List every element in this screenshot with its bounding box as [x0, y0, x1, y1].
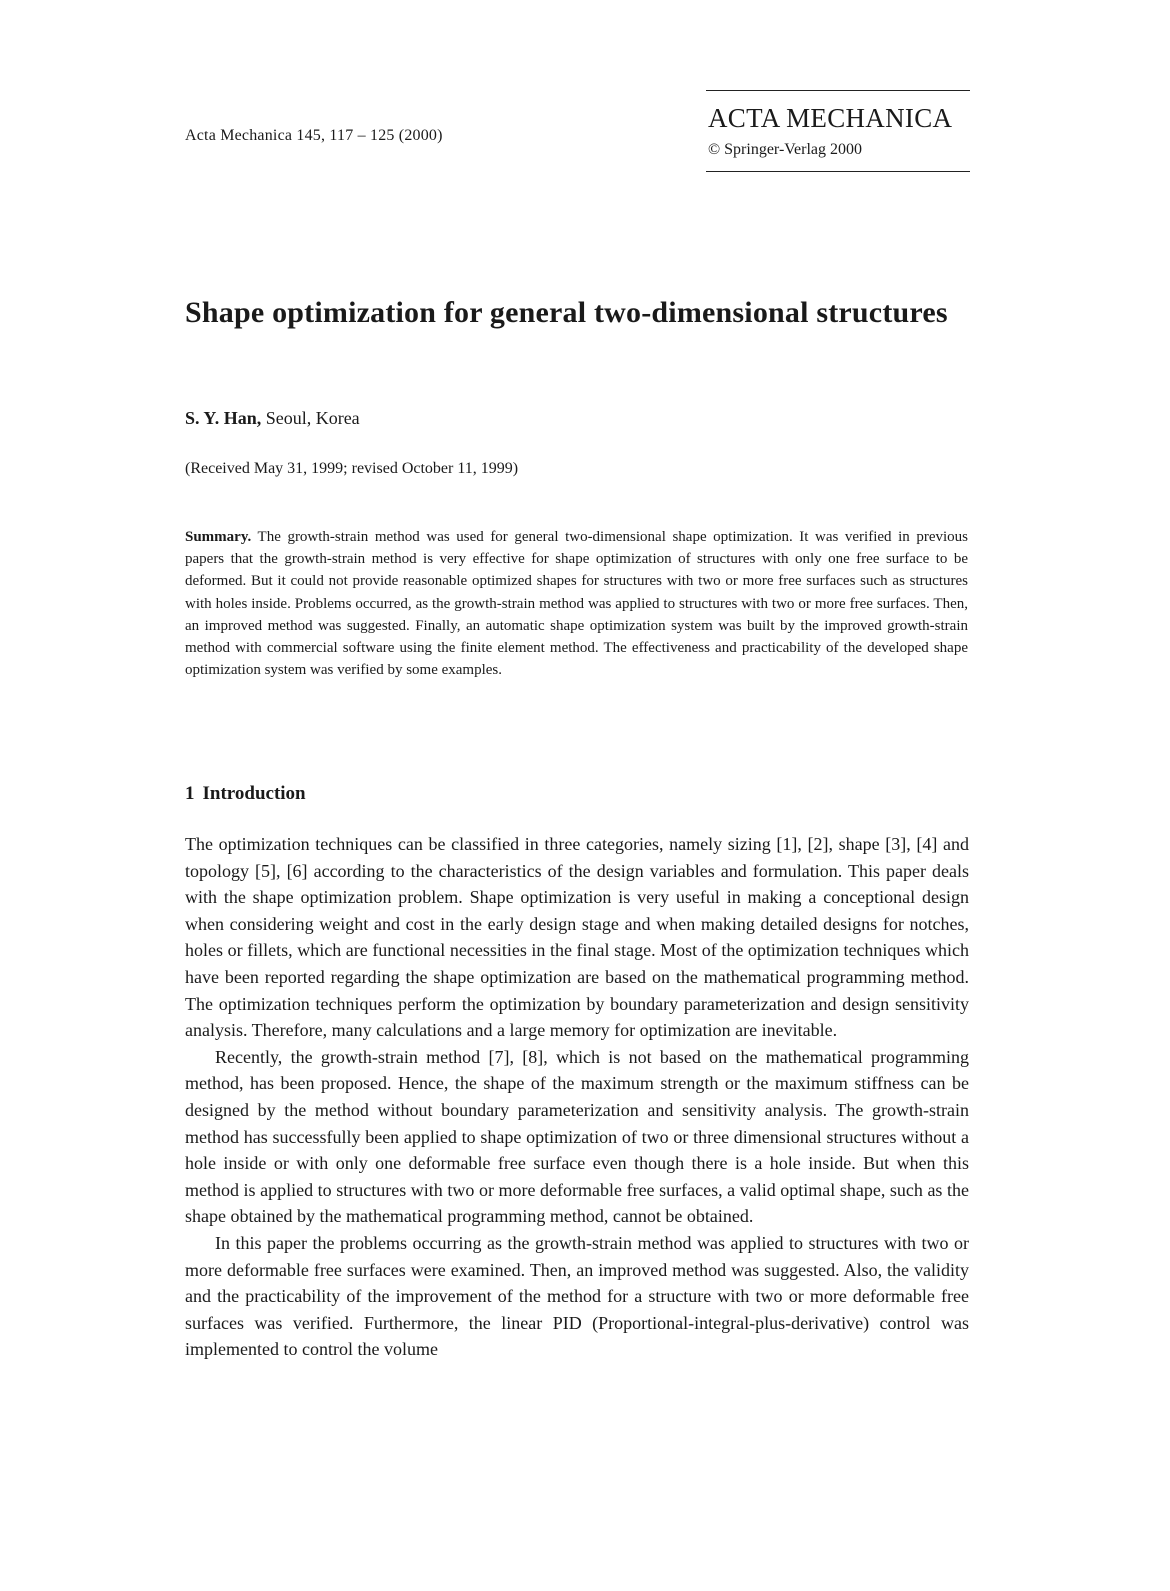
- author-affiliation: Seoul, Korea: [261, 408, 360, 428]
- abstract-label: Summary.: [185, 529, 252, 545]
- abstract-text: The growth-strain method was used for general two-dimensional shape optimization. It was verified in previous papers that the growth-strain method is very effective for shape optimization of structures with only one free surface to be deformed. But it could not provide reasonable optimized shapes for structures with two or more free surfaces such as structures with holes inside. Problems occurred, as the growth-strain method was applied to structures with two or more free surfaces. Then, an improved method was suggested. Finally, an automatic shape optimization system was built by the improved growth-strain method with commercial software using the finite element method. The effectiveness and practicability of the developed shape optimization system was verified by some examples.: [185, 529, 968, 679]
- journal-masthead: [706, 90, 970, 172]
- body-paragraph: In this paper the problems occurring as the growth-strain method was applied to structures with two or more deformable free surfaces were examined. Then, an improved method was suggested. Also, the validity and the practicability of the improvement of the method for a structure with two or more deformable free surfaces was verified. Furthermore, the linear PID (Proportional-integral-plus-derivative) control was implemented to control the volume: [185, 1232, 969, 1360]
- abstract: [185, 526, 968, 681]
- section-body: [185, 831, 969, 1363]
- journal-name: ACTA MECHANICA: [708, 103, 953, 133]
- masthead-top-rule: [706, 90, 970, 91]
- journal-citation: Acta Mechanica 145, 117 – 125 (2000): [185, 127, 443, 144]
- section-title: Introduction: [202, 783, 306, 804]
- masthead-bottom-rule: [706, 171, 970, 172]
- section-heading: [185, 783, 306, 805]
- section-number: 1: [185, 783, 195, 804]
- publisher-copyright: © Springer-Verlag 2000: [708, 141, 863, 158]
- author-line: [185, 408, 360, 429]
- body-paragraph: Recently, the growth-strain method [7], [8], which is not based on the mathematical programming method, has been proposed. Hence, the shape of the maximum strength or the maximum stiffness can be designed by the method without boundary parameterization and sensitivity analysis. The growth-strain method has successfully been applied to shape optimization of two or three dimensional structures without a hole inside or with only one deformable free surface even though there is a hole inside. But when this method is applied to structures with two or more deformable free surfaces, a valid optimal shape, such as the shape obtained by the mathematical programming method, cannot be obtained.: [185, 1046, 969, 1227]
- article-title: Shape optimization for general two-dimensional structures: [185, 296, 948, 329]
- author-name: S. Y. Han,: [185, 408, 262, 428]
- body-paragraph: The optimization techniques can be classified in three categories, namely sizing [1], [2], shape [3], [4] and topology [5], [6] according to the characteristics of the design variables and formulation. This paper deals with the shape optimization problem. Shape optimization is very useful in making a conceptional design when considering weight and cost in the early design stage and when making detailed designs for notches, holes or fillets, which are functional necessities in the final stage. Most of the optimization techniques which have been reported regarding the shape optimization are based on the mathematical programming method. The optimization techniques perform the optimization by boundary parameterization and design sensitivity analysis. Therefore, many calculations and a large memory for optimization are inevitable.: [185, 834, 969, 1041]
- received-dates: (Received May 31, 1999; revised October 11, 1999): [185, 460, 519, 477]
